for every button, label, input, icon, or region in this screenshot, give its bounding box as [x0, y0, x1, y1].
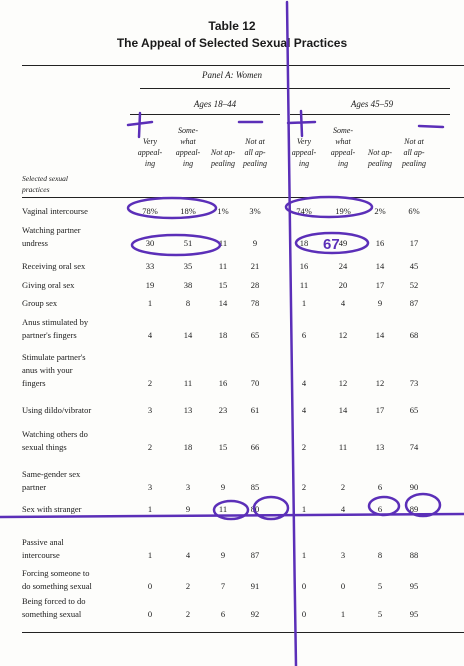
row-label-line: Sex with stranger — [22, 504, 82, 514]
table-cell: 11 — [218, 238, 228, 248]
table-cell: 87 — [409, 298, 419, 308]
table-cell: 3 — [185, 482, 191, 492]
row-label-line: Forcing someone to — [22, 568, 90, 578]
row-label-line: Giving oral sex — [22, 280, 75, 290]
table-cell: 12 — [338, 378, 348, 388]
table-cell: 78% — [142, 206, 158, 216]
table-cell: 17 — [375, 405, 385, 415]
table-cell: 3% — [249, 206, 261, 216]
row-label-line: Group sex — [22, 298, 58, 308]
table-cell: 9 — [377, 298, 383, 308]
column-header-line: Not ap- — [210, 148, 236, 157]
row-header-line: practices — [22, 185, 50, 194]
table-cell: 3 — [147, 405, 153, 415]
table-cell: 12 — [375, 378, 385, 388]
column-header-line: appeal- — [175, 148, 201, 157]
table-cell: 17 — [375, 280, 385, 290]
table-cell: 49 — [338, 238, 348, 248]
table-cell: 78 — [250, 298, 260, 308]
horizontal-ink-line — [0, 514, 464, 517]
plus-mark-2 — [288, 111, 315, 136]
table-cell: 4 — [340, 298, 346, 308]
column-header-line: Not at — [404, 137, 424, 146]
table-cell: 8 — [185, 298, 191, 308]
row-label-line: undress — [22, 238, 48, 248]
row-label-line: Receiving oral sex — [22, 261, 86, 271]
table-cell: 2 — [185, 581, 191, 591]
table-cell: 1 — [301, 550, 307, 560]
table-cell: 16 — [218, 378, 228, 388]
table-cell: 61 — [250, 405, 260, 415]
table-cell: 14 — [375, 330, 385, 340]
table-cell: 16 — [375, 238, 385, 248]
row-header-line: Selected sexual — [22, 174, 69, 183]
table-cell: 16 — [299, 261, 309, 271]
table-cell: 13 — [183, 405, 193, 415]
table-cell: 14 — [183, 330, 193, 340]
circle-stranger-3 — [369, 497, 399, 515]
table-cell: 68 — [409, 330, 419, 340]
table-cell: 1% — [217, 206, 229, 216]
table-cell: 73 — [409, 378, 419, 388]
column-header-line: Very — [296, 137, 312, 146]
table-cell: 2% — [374, 206, 386, 216]
plus-mark-1 — [128, 113, 152, 137]
column-header-line: Not at — [245, 137, 265, 146]
table-cell: 23 — [218, 405, 228, 415]
column-header-line: pealing — [368, 159, 392, 168]
table-cell: 0 — [301, 581, 307, 591]
table-cell: 18 — [299, 238, 309, 248]
table-cell: 4 — [185, 550, 191, 560]
column-header-line: ing — [182, 159, 194, 168]
table-cell: 9 — [185, 504, 191, 514]
table-cell: 95 — [409, 581, 419, 591]
column-header-line: all ap- — [403, 148, 425, 157]
table-cell: 1 — [301, 298, 307, 308]
row-label-line: Watching partner — [22, 225, 81, 235]
table-cell: 2 — [185, 609, 191, 619]
table-cell: 70 — [250, 378, 260, 388]
table-cell: 2 — [340, 482, 346, 492]
table-cell: 4 — [147, 330, 153, 340]
table-cell: 15 — [218, 442, 228, 452]
table-cell: 11 — [218, 504, 228, 514]
table-cell: 19% — [335, 206, 351, 216]
table-cell: 9 — [220, 550, 226, 560]
row-label-line: do something sexual — [22, 581, 92, 591]
table-cell: 0 — [301, 609, 307, 619]
table-cell: 38 — [183, 280, 193, 290]
row-label-line: intercourse — [22, 550, 60, 560]
table-cell: 1 — [147, 504, 153, 514]
row-label-line: partner — [22, 482, 47, 492]
table-cell: 0 — [340, 581, 346, 591]
table-cell: 11 — [183, 378, 193, 388]
column-header-line: Very — [142, 137, 158, 146]
circle-vaginal-2 — [286, 197, 372, 217]
table-cell: 45 — [409, 261, 419, 271]
row-label-line: Same-gender sex — [22, 469, 81, 479]
row-label-line: something sexual — [22, 609, 82, 619]
table-cell: 6 — [377, 504, 383, 514]
column-header-line: Not ap- — [367, 148, 393, 157]
table-cell: 66 — [250, 442, 260, 452]
table-cell: 80 — [250, 504, 260, 514]
column-header-line: ing — [298, 159, 310, 168]
table-cell: 2 — [301, 442, 307, 452]
table-cell: 33 — [145, 261, 155, 271]
table-cell: 35 — [183, 261, 193, 271]
table-cell: 91 — [250, 581, 260, 591]
table-cell: 1 — [147, 550, 153, 560]
column-header-line: what — [180, 137, 196, 146]
age-group-2: Ages 45–59 — [350, 99, 394, 109]
row-label-line: Using dildo/vibrator — [22, 405, 92, 415]
row-label-line: Passive anal — [22, 537, 64, 547]
table-cell: 6 — [377, 482, 383, 492]
table-cell: 95 — [409, 609, 419, 619]
table-cell: 21 — [250, 261, 260, 271]
table-cell: 92 — [250, 609, 260, 619]
table-cell: 0 — [147, 581, 153, 591]
table-cell: 1 — [301, 504, 307, 514]
table-cell: 74% — [296, 206, 312, 216]
table-cell: 15 — [218, 280, 228, 290]
row-label-line: sexual things — [22, 442, 67, 452]
table-cell: 14 — [338, 405, 348, 415]
table-cell: 20 — [338, 280, 348, 290]
column-header-line: what — [335, 137, 351, 146]
table-cell: 74 — [409, 442, 419, 452]
table-cell: 19 — [145, 280, 155, 290]
table-cell: 2 — [147, 442, 153, 452]
row-label-line: partner's fingers — [22, 330, 77, 340]
column-header-line: all ap- — [244, 148, 266, 157]
table-cell: 4 — [301, 378, 307, 388]
column-header-line: ing — [144, 159, 156, 168]
row-label-line: Vaginal intercourse — [22, 206, 88, 216]
table-cell: 65 — [250, 330, 260, 340]
table-cell: 18 — [183, 442, 193, 452]
column-header-line: Some- — [333, 126, 353, 135]
column-header-line: appeal- — [330, 148, 356, 157]
table-cell: 2 — [147, 378, 153, 388]
table-number: Table 12 — [208, 19, 256, 33]
table-cell: 1 — [340, 609, 346, 619]
vertical-ink-line — [287, 2, 296, 666]
table-cell: 14 — [375, 261, 385, 271]
table-cell: 17 — [409, 238, 419, 248]
column-header-line: pealing — [243, 159, 267, 168]
table-cell: 18% — [180, 206, 196, 216]
table-cell: 0 — [147, 609, 153, 619]
minus-mark-2 — [419, 126, 443, 127]
table-cell: 18 — [218, 330, 228, 340]
table-cell: 52 — [409, 280, 419, 290]
table-title: The Appeal of Selected Sexual Practices — [116, 36, 348, 50]
row-label-line: Stimulate partner's — [22, 352, 86, 362]
table-cell: 6% — [408, 206, 420, 216]
table-cell: 6 — [220, 609, 226, 619]
table-cell: 5 — [377, 581, 383, 591]
row-label-line: anus with your — [22, 365, 73, 375]
table-cell: 1 — [147, 298, 153, 308]
table-cell: 65 — [409, 405, 419, 415]
column-header-line: appeal- — [137, 148, 163, 157]
column-header-line: ing — [337, 159, 349, 168]
table-cell: 3 — [147, 482, 153, 492]
table-cell: 7 — [220, 581, 226, 591]
table-cell: 30 — [145, 238, 155, 248]
table-cell: 4 — [340, 504, 346, 514]
table-cell: 12 — [338, 330, 348, 340]
circle-undress-1 — [132, 235, 220, 255]
circle-stranger-4 — [406, 494, 440, 516]
circle-vaginal-1 — [128, 198, 216, 218]
table-cell: 51 — [183, 238, 193, 248]
table-cell: 9 — [220, 482, 226, 492]
table-cell: 2 — [301, 482, 307, 492]
table-cell: 11 — [218, 261, 228, 271]
table-cell: 6 — [301, 330, 307, 340]
row-label-line: Anus stimulated by — [22, 317, 89, 327]
table-cell: 88 — [409, 550, 419, 560]
table-cell: 28 — [250, 280, 260, 290]
table-cell: 87 — [250, 550, 260, 560]
table-cell: 89 — [409, 504, 419, 514]
table-cell: 13 — [375, 442, 385, 452]
ink-note: 67 — [323, 236, 340, 253]
table-cell: 11 — [338, 442, 348, 452]
column-header-line: Some- — [178, 126, 198, 135]
row-label-line: Watching others do — [22, 429, 88, 439]
row-label-line: Being forced to do — [22, 596, 86, 606]
table-cell: 14 — [218, 298, 228, 308]
column-header-line: pealing — [211, 159, 235, 168]
column-header-line: appeal- — [291, 148, 317, 157]
table-cell: 90 — [409, 482, 419, 492]
table-cell: 11 — [299, 280, 309, 290]
table-cell: 3 — [340, 550, 346, 560]
column-header-line: pealing — [402, 159, 426, 168]
age-group-1: Ages 18–44 — [193, 99, 237, 109]
panel-label: Panel A: Women — [202, 70, 262, 80]
table-cell: 4 — [301, 405, 307, 415]
row-label-line: fingers — [22, 378, 46, 388]
table-cell: 85 — [250, 482, 260, 492]
table-cell: 9 — [252, 238, 258, 248]
table-cell: 24 — [338, 261, 348, 271]
table-cell: 8 — [377, 550, 383, 560]
table-cell: 5 — [377, 609, 383, 619]
